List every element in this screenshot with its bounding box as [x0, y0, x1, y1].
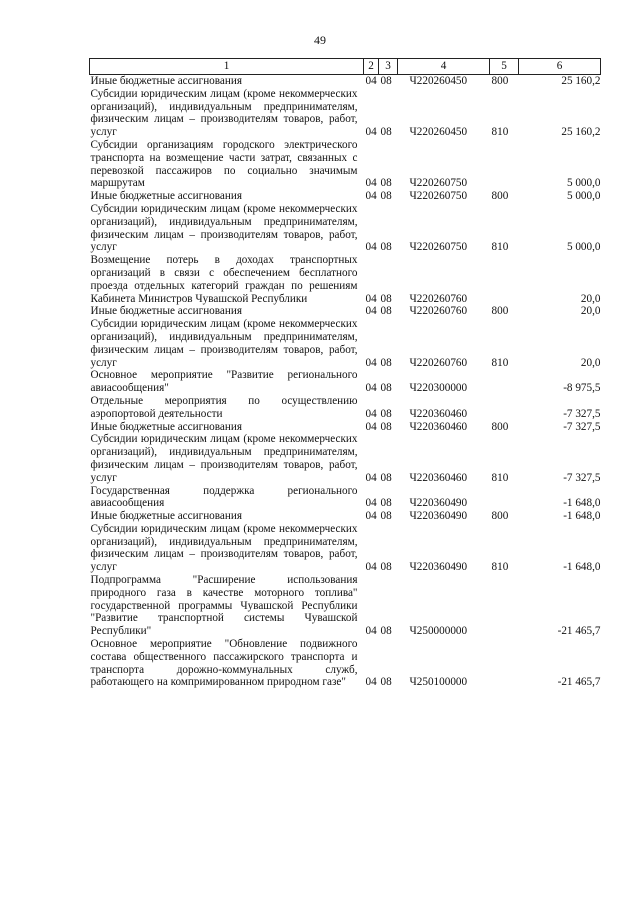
cell-name: Субсидии юридическим лицам (кроме некоммерческих организаций), индивидуальным предпринимателям, физическим лицам – производителям товаров, работ, услуг — [90, 202, 358, 254]
cell-vr — [490, 485, 519, 511]
cell-rz: 04 — [365, 625, 377, 638]
cell-sum: -7 327,5 — [563, 420, 601, 433]
cell-rz: 04 — [365, 510, 377, 523]
table-row — [90, 305, 601, 318]
cell-rz: 04 — [365, 382, 377, 395]
cell-pr: 08 — [380, 510, 392, 523]
cell-sum: -21 465,7 — [557, 676, 601, 689]
cell-name: Иные бюджетные ассигнования — [90, 420, 242, 433]
cell-pr: 08 — [380, 676, 392, 689]
table-row — [90, 203, 601, 254]
cell-pr: 08 — [380, 177, 392, 190]
cell-csr: Ч220360460 — [409, 471, 468, 484]
cell-pr: 08 — [380, 420, 392, 433]
header-col-4: 4 — [398, 59, 490, 75]
table-row — [90, 318, 601, 369]
cell-csr: Ч220260760 — [409, 305, 468, 318]
table-row — [90, 254, 601, 305]
cell-rz: 04 — [365, 407, 377, 420]
cell-vr: 800 — [491, 305, 509, 318]
cell-sum: 5 000,0 — [566, 190, 601, 203]
table-row — [90, 369, 601, 395]
cell-pr: 08 — [380, 305, 392, 318]
cell-rz: 04 — [365, 292, 377, 305]
cell-sum: -7 327,5 — [563, 407, 601, 420]
table-row — [90, 139, 601, 190]
cell-vr: 810 — [491, 241, 509, 254]
cell-vr: 800 — [491, 75, 509, 87]
cell-vr: 800 — [491, 190, 509, 203]
table-header-row — [90, 59, 601, 75]
cell-csr: Ч220260760 — [409, 356, 468, 369]
cell-rz: 04 — [365, 497, 377, 510]
cell-name: Субсидии юридическим лицам (кроме некоммерческих организаций), индивидуальным предпринимателям, физическим лицам – производителям товаров, работ, услуг — [90, 522, 358, 574]
table-row — [90, 485, 601, 511]
cell-vr — [490, 369, 519, 395]
cell-sum: -7 327,5 — [563, 471, 601, 484]
cell-name: Основное мероприятие "Развитие регионального авиасообщения" — [90, 369, 358, 395]
cell-pr: 08 — [380, 190, 392, 203]
cell-vr — [490, 395, 519, 421]
cell-name: Государственная поддержка регионального авиасообщения — [90, 484, 358, 510]
cell-sum: 5 000,0 — [566, 177, 601, 190]
cell-sum: 25 160,2 — [561, 75, 601, 87]
table-row — [90, 395, 601, 421]
cell-vr: 810 — [491, 471, 509, 484]
cell-vr: 800 — [491, 510, 509, 523]
cell-sum: -8 975,5 — [563, 382, 601, 395]
cell-rz: 04 — [365, 561, 377, 574]
cell-rz: 04 — [365, 75, 377, 87]
header-col-1: 1 — [90, 59, 364, 75]
cell-name: Иные бюджетные ассигнования — [90, 190, 242, 203]
cell-name: Отдельные мероприятия по осуществлению аэропортовой деятельности — [90, 394, 358, 420]
cell-name: Подпрограмма "Расширение использования природного газа в качестве моторного топлива" государственной программы Чувашской Республики "Развитие транспортной системы Чувашской Республики" — [90, 574, 358, 638]
cell-sum: -21 465,7 — [557, 625, 601, 638]
cell-sum: -1 648,0 — [563, 561, 601, 574]
cell-rz: 04 — [365, 471, 377, 484]
page-number: 49 — [314, 33, 326, 47]
cell-csr: Ч220260760 — [409, 292, 468, 305]
cell-csr: Ч220260750 — [409, 177, 468, 190]
cell-name: Возмещение потерь в доходах транспортных организаций в связи с обеспечением бесплатного проезда отдельных категорий граждан по решениям Кабинета Министров Чувашской Республики — [90, 254, 358, 305]
cell-pr: 08 — [380, 625, 392, 638]
cell-csr: Ч250100000 — [409, 676, 468, 689]
cell-rz: 04 — [365, 356, 377, 369]
cell-vr: 810 — [491, 561, 509, 574]
cell-csr: Ч220260450 — [409, 75, 468, 87]
cell-csr: Ч220360490 — [409, 510, 468, 523]
cell-csr: Ч220360490 — [409, 561, 468, 574]
cell-name: Субсидии организациям городского электрического транспорта на возмещение части затрат, связанных с перевозкой пассажиров по социально значимым маршрутам — [90, 138, 358, 190]
cell-vr — [490, 139, 519, 190]
table-row — [90, 190, 601, 203]
cell-rz: 04 — [365, 420, 377, 433]
cell-vr — [490, 638, 519, 689]
cell-vr: 800 — [491, 420, 509, 433]
cell-csr: Ч220260450 — [409, 126, 468, 139]
cell-sum: 25 160,2 — [561, 126, 601, 139]
cell-pr: 08 — [380, 356, 392, 369]
table-row — [90, 433, 601, 484]
cell-rz: 04 — [365, 676, 377, 689]
cell-name: Субсидии юридическим лицам (кроме некоммерческих организаций), индивидуальным предпринимателям, физическим лицам – производителям товаров, работ, услуг — [90, 318, 358, 369]
header-col-2: 2 — [364, 59, 379, 75]
cell-csr: Ч220360460 — [409, 407, 468, 420]
table-row — [90, 510, 601, 523]
cell-vr — [490, 574, 519, 638]
table-body — [90, 75, 601, 690]
cell-pr: 08 — [380, 497, 392, 510]
cell-pr: 08 — [380, 292, 392, 305]
cell-sum: 20,0 — [580, 356, 601, 369]
cell-sum: -1 648,0 — [563, 510, 601, 523]
cell-vr: 810 — [491, 356, 509, 369]
cell-csr: Ч220360460 — [409, 420, 468, 433]
cell-csr: Ч220360490 — [409, 497, 468, 510]
cell-rz: 04 — [365, 126, 377, 139]
header-col-3: 3 — [379, 59, 398, 75]
cell-rz: 04 — [365, 305, 377, 318]
cell-csr: Ч250000000 — [409, 625, 468, 638]
cell-csr: Ч220300000 — [409, 382, 468, 395]
table-row — [90, 523, 601, 574]
cell-vr: 810 — [491, 126, 509, 139]
cell-name: Основное мероприятие "Обновление подвижного состава общественного пассажирского транспорта и транспорта дорожно-коммунальных служб, работающего на компримированном природном газе" — [90, 638, 358, 689]
header-col-5: 5 — [490, 59, 519, 75]
cell-sum: 20,0 — [580, 292, 601, 305]
cell-pr: 08 — [380, 382, 392, 395]
table-row — [90, 638, 601, 689]
cell-rz: 04 — [365, 241, 377, 254]
cell-pr: 08 — [380, 561, 392, 574]
cell-sum: -1 648,0 — [563, 497, 601, 510]
table-row — [90, 88, 601, 139]
cell-sum: 20,0 — [580, 305, 601, 318]
cell-name: Иные бюджетные ассигнования — [90, 75, 242, 87]
budget-table — [89, 58, 601, 689]
cell-pr: 08 — [380, 75, 392, 87]
cell-vr — [490, 254, 519, 305]
cell-csr: Ч220260750 — [409, 241, 468, 254]
cell-name: Иные бюджетные ассигнования — [90, 305, 242, 318]
cell-name: Субсидии юридическим лицам (кроме некоммерческих организаций), индивидуальным предпринимателям, физическим лицам – производителям товаров, работ, услуг — [90, 433, 358, 484]
table-row — [90, 574, 601, 638]
cell-pr: 08 — [380, 407, 392, 420]
cell-rz: 04 — [365, 177, 377, 190]
cell-name: Субсидии юридическим лицам (кроме некоммерческих организаций), индивидуальным предпринимателям, физическим лицам – производителям товаров, работ, услуг — [90, 87, 358, 139]
cell-pr: 08 — [380, 126, 392, 139]
cell-name: Иные бюджетные ассигнования — [90, 510, 242, 523]
cell-csr: Ч220260750 — [409, 190, 468, 203]
header-col-6: 6 — [519, 59, 601, 75]
cell-pr: 08 — [380, 471, 392, 484]
cell-sum: 5 000,0 — [566, 241, 601, 254]
cell-rz: 04 — [365, 190, 377, 203]
cell-pr: 08 — [380, 241, 392, 254]
table-row — [90, 75, 601, 88]
table-row — [90, 421, 601, 434]
